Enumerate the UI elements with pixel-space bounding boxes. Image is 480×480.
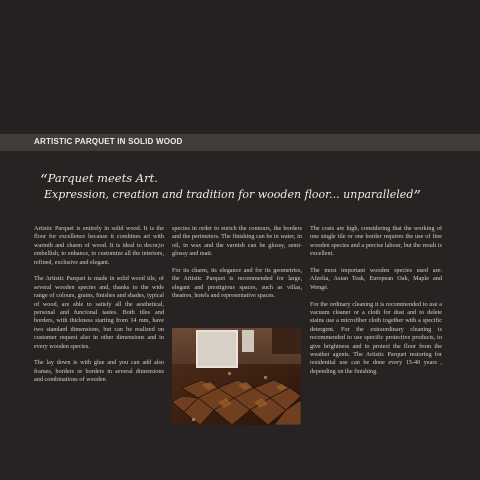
parquet-floor-photo (172, 328, 301, 425)
paragraph: species in order to enrich the contours, the borders and the perimeters. The finishing can be in water, in oil, in wax and the varnish can be glossy, semi-glossy and matt. (172, 225, 302, 258)
dark-header-area (0, 0, 480, 132)
paragraph: For the ordinary cleaning it is recommended to use a vacuum cleaner or a cloth for dust and to delete stains use a microfiber cloth together with a specific detergent. For the extraordinary cleaning is recommended to use specific protective products, to give brightness and to protect the floor from the weather agents. The Artistic Parquet restoring for residential use can be done every 15-40 years , depending on the finishing. (310, 300, 442, 375)
paragraph: The Artistic Parquet is made in solid wood tile, of several wooden species and, thanks to the wide range of colours, grains, finishes and shades, typical of wood, are able to satisfy all the aesthetical, personal and funcional tastes. Both tiles and borders, with thickness starting from 14 mm, have two standard dimensions, but can be realized on customer request also in other dimensions and in every wooden species. (34, 275, 164, 350)
parquet-floor-illustration (172, 328, 301, 425)
text-column-3 (310, 225, 442, 385)
paragraph: The costs are high, considering that the working of one single tile or one border requires the use of fine wooden species and a precise labour, but the result is excellent. (310, 225, 442, 258)
paragraph: The lay down is with glue and you can add also frames, borders or borders in several dimensions and combinations of wooden (34, 359, 164, 384)
quote-line-2: Expression, creation and tradition for wooden floor... unparalleled” (44, 187, 422, 205)
text-column-1 (34, 225, 164, 393)
text-column-2 (172, 225, 302, 309)
paragraph: For its charm, its elegance and for its geometries, the Artistic Parquet is recommended for large, elegant and prestigious spaces, such as villas, theatres, hotels and representative spaces. (172, 267, 302, 300)
quote-line-1: “Parquet meets Art. (40, 171, 158, 189)
section-title: ARTISTIC PARQUET IN SOLID WOOD (34, 137, 183, 146)
pull-quote (40, 170, 422, 205)
paragraph: Artistic Parquet is entirely in solid wood. It is the floor for excellence because it combines art with warmth and charm of wood. It is ideal to decor,to embellish, to enhance, to customize all the interiors, refined, exclusive and elegant. (34, 225, 164, 266)
paragraph: The most important wooden species used are: Afzelia, Asian Teak, European Oak, Maple and Wengé. (310, 267, 442, 291)
